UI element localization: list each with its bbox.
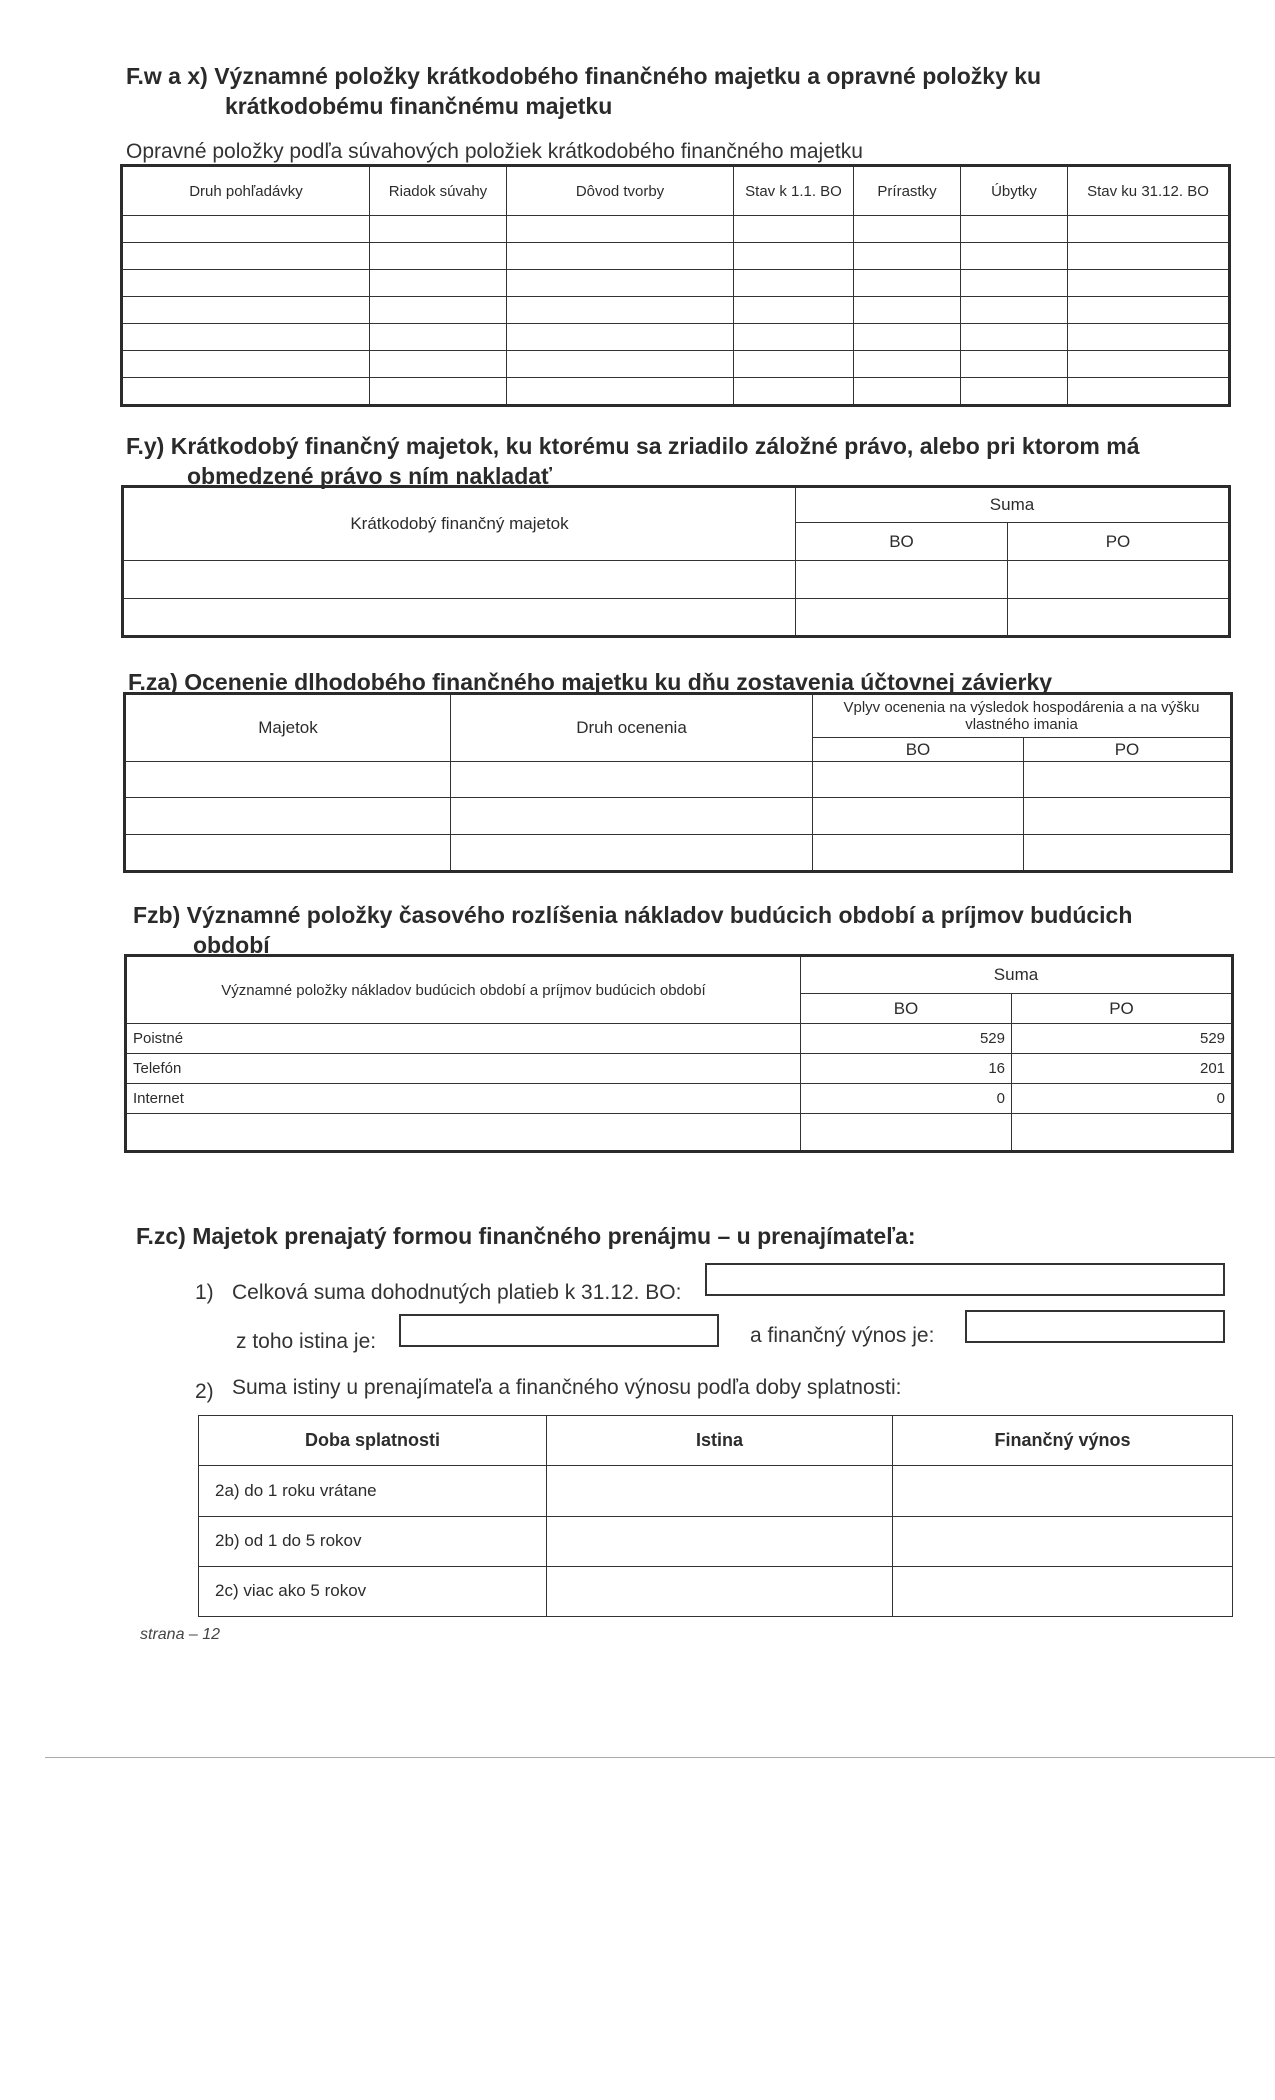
cell[interactable] (854, 270, 961, 297)
cell[interactable] (451, 835, 813, 872)
table-fzc (198, 1415, 1233, 1617)
cell[interactable] (507, 243, 734, 270)
table-row (122, 351, 1230, 378)
table-row (125, 762, 1232, 798)
cell[interactable] (122, 324, 370, 351)
istina-label: z toho istina je: (236, 1330, 377, 1353)
cell[interactable] (1024, 798, 1232, 835)
cell[interactable] (507, 378, 734, 406)
cell[interactable] (1068, 378, 1230, 406)
vynos-label: a finančný výnos je: (750, 1324, 935, 1347)
row-po: 529 (1012, 1024, 1233, 1054)
vynos-field[interactable] (965, 1310, 1225, 1343)
istina-field[interactable] (399, 1314, 719, 1347)
cell[interactable] (126, 1114, 801, 1152)
cell[interactable] (1068, 243, 1230, 270)
cell[interactable] (1008, 599, 1230, 637)
cell[interactable] (507, 216, 734, 243)
cell[interactable] (370, 351, 507, 378)
item1-text: Celková suma dohodnutých platieb k 31.12. BO: (232, 1281, 682, 1304)
row-bo: 16 (801, 1054, 1012, 1084)
row-doba: 2b) od 1 do 5 rokov (199, 1516, 547, 1566)
cell[interactable] (370, 297, 507, 324)
cell[interactable] (734, 378, 854, 406)
header-po: PO (1012, 994, 1233, 1024)
cell[interactable] (893, 1516, 1233, 1566)
cell[interactable] (125, 835, 451, 872)
cell[interactable] (123, 599, 796, 637)
header-vplyv-ocenenia: Vplyv ocenenia na výsledok hospodárenia a na výšku vlastného imania (813, 694, 1232, 738)
cell[interactable] (507, 351, 734, 378)
cell[interactable] (507, 270, 734, 297)
cell[interactable] (813, 835, 1024, 872)
header-bo: BO (801, 994, 1012, 1024)
cell[interactable] (734, 297, 854, 324)
cell[interactable] (801, 1114, 1012, 1152)
table-fwx (120, 164, 1231, 407)
cell[interactable] (854, 351, 961, 378)
header-po: PO (1008, 523, 1230, 561)
header-polozky: Významné položky nákladov budúcich období a príjmov budúcich období (126, 956, 801, 1024)
table-fzb (124, 954, 1234, 1153)
cell[interactable] (854, 378, 961, 406)
cell[interactable] (813, 762, 1024, 798)
cell[interactable] (451, 798, 813, 835)
header-dovod-tvorby: Dôvod tvorby (507, 166, 734, 216)
table-row (122, 324, 1230, 351)
section-fy-title-line2: obmedzené právo s ním nakladať (187, 463, 553, 489)
cell[interactable] (854, 243, 961, 270)
cell[interactable] (961, 270, 1068, 297)
cell[interactable] (370, 378, 507, 406)
cell[interactable] (1024, 762, 1232, 798)
cell[interactable] (547, 1566, 893, 1616)
section-fwx-title-line2: krátkodobému finančnému majetku (225, 93, 613, 119)
cell[interactable] (1068, 297, 1230, 324)
cell[interactable] (1068, 351, 1230, 378)
cell[interactable] (547, 1466, 893, 1516)
cell[interactable] (1024, 835, 1232, 872)
cell[interactable] (122, 243, 370, 270)
cell[interactable] (854, 297, 961, 324)
header-ubytky: Úbytky (961, 166, 1068, 216)
table-row (126, 1084, 1233, 1114)
table-row (122, 297, 1230, 324)
section-fzc-title: F.zc) Majetok prenajatý formou finančného prenájmu – u prenajímateľa: (136, 1223, 916, 1249)
cell[interactable] (961, 216, 1068, 243)
row-po: 201 (1012, 1054, 1233, 1084)
header-prirastky: Prírastky (854, 166, 961, 216)
section-fy-title-line1: F.y) Krátkodobý finančný majetok, ku ktorému sa zriadilo záložné právo, alebo pri ktorom má (126, 433, 1140, 459)
cell[interactable] (1068, 324, 1230, 351)
cell[interactable] (1008, 561, 1230, 599)
cell[interactable] (125, 762, 451, 798)
table-fy (121, 485, 1231, 638)
table-row (199, 1516, 1233, 1566)
table-row (122, 378, 1230, 406)
cell[interactable] (961, 351, 1068, 378)
header-kratkodoby-majetok: Krátkodobý finančný majetok (123, 487, 796, 561)
cell[interactable] (796, 561, 1008, 599)
row-po: 0 (1012, 1084, 1233, 1114)
cell[interactable] (854, 216, 961, 243)
cell[interactable] (961, 324, 1068, 351)
section-fwx-subtitle: Opravné položky podľa súvahových položiek krátkodobého finančného majetku (126, 140, 863, 163)
cell[interactable] (122, 378, 370, 406)
header-istina: Istina (547, 1416, 893, 1466)
cell[interactable] (370, 270, 507, 297)
cell[interactable] (1012, 1114, 1233, 1152)
cell[interactable] (123, 561, 796, 599)
header-doba-splatnosti: Doba splatnosti (199, 1416, 547, 1466)
cell[interactable] (893, 1466, 1233, 1516)
header-druh-pohladavky: Druh pohľadávky (122, 166, 370, 216)
row-bo: 0 (801, 1084, 1012, 1114)
table-row (122, 270, 1230, 297)
section-fzb-title-line2: období (193, 932, 270, 958)
header-stav-start: Stav k 1.1. BO (734, 166, 854, 216)
item2-text: Suma istiny u prenajímateľa a finančného výnosu podľa doby splatnosti: (232, 1376, 902, 1399)
cell[interactable] (122, 216, 370, 243)
cell[interactable] (961, 297, 1068, 324)
header-financny-vynos: Finančný výnos (893, 1416, 1233, 1466)
cell[interactable] (125, 798, 451, 835)
cell[interactable] (451, 762, 813, 798)
header-suma: Suma (801, 956, 1233, 994)
item1-number: 1) (195, 1281, 214, 1304)
header-druh-ocenenia: Druh ocenenia (451, 694, 813, 762)
section-fwx-title-line1: F.w a x) Významné položky krátkodobého finančného majetku a opravné položky ku (126, 63, 1042, 89)
celkova-suma-field[interactable] (705, 1263, 1225, 1296)
row-doba: 2a) do 1 roku vrátane (199, 1466, 547, 1516)
cell[interactable] (796, 599, 1008, 637)
cell[interactable] (122, 270, 370, 297)
table-row (126, 1054, 1233, 1084)
row-name: Telefón (126, 1054, 801, 1084)
footer-divider (45, 1757, 1275, 1758)
row-name: Poistné (126, 1024, 801, 1054)
cell[interactable] (734, 351, 854, 378)
cell[interactable] (507, 324, 734, 351)
header-majetok: Majetok (125, 694, 451, 762)
table-row (123, 599, 1230, 637)
cell[interactable] (370, 324, 507, 351)
cell[interactable] (507, 297, 734, 324)
table-row (122, 216, 1230, 243)
cell[interactable] (547, 1516, 893, 1566)
page-number: strana – 12 (140, 1626, 221, 1643)
table-row (126, 1024, 1233, 1054)
cell[interactable] (370, 243, 507, 270)
section-fza-title: F.za) Ocenenie dlhodobého finančného majetku ku dňu zostavenia účtovnej závierky (128, 669, 1053, 695)
cell[interactable] (734, 216, 854, 243)
table-fza (123, 692, 1233, 873)
cell[interactable] (1068, 216, 1230, 243)
header-po: PO (1024, 738, 1232, 762)
section-fzb-title-line1: Fzb) Významné položky časového rozlíšenia nákladov budúcich období a príjmov budúcich (133, 902, 1133, 928)
header-suma: Suma (796, 487, 1230, 523)
table-row (125, 835, 1232, 872)
cell[interactable] (370, 216, 507, 243)
table-row (122, 243, 1230, 270)
header-bo: BO (796, 523, 1008, 561)
item2-number: 2) (195, 1380, 214, 1403)
table-row (199, 1466, 1233, 1516)
header-bo: BO (813, 738, 1024, 762)
cell[interactable] (734, 324, 854, 351)
cell[interactable] (854, 324, 961, 351)
cell[interactable] (1068, 270, 1230, 297)
cell[interactable] (122, 351, 370, 378)
cell[interactable] (961, 243, 1068, 270)
cell[interactable] (734, 243, 854, 270)
header-riadok-suvahy: Riadok súvahy (370, 166, 507, 216)
row-name: Internet (126, 1084, 801, 1114)
table-fwx-header (122, 166, 1230, 216)
cell[interactable] (893, 1566, 1233, 1616)
cell[interactable] (734, 270, 854, 297)
table-row (123, 561, 1230, 599)
row-bo: 529 (801, 1024, 1012, 1054)
table-row (126, 1114, 1233, 1152)
cell[interactable] (961, 378, 1068, 406)
table-row (125, 798, 1232, 835)
header-stav-end: Stav ku 31.12. BO (1068, 166, 1230, 216)
cell[interactable] (122, 297, 370, 324)
cell[interactable] (813, 798, 1024, 835)
table-row (199, 1566, 1233, 1616)
row-doba: 2c) viac ako 5 rokov (199, 1566, 547, 1616)
